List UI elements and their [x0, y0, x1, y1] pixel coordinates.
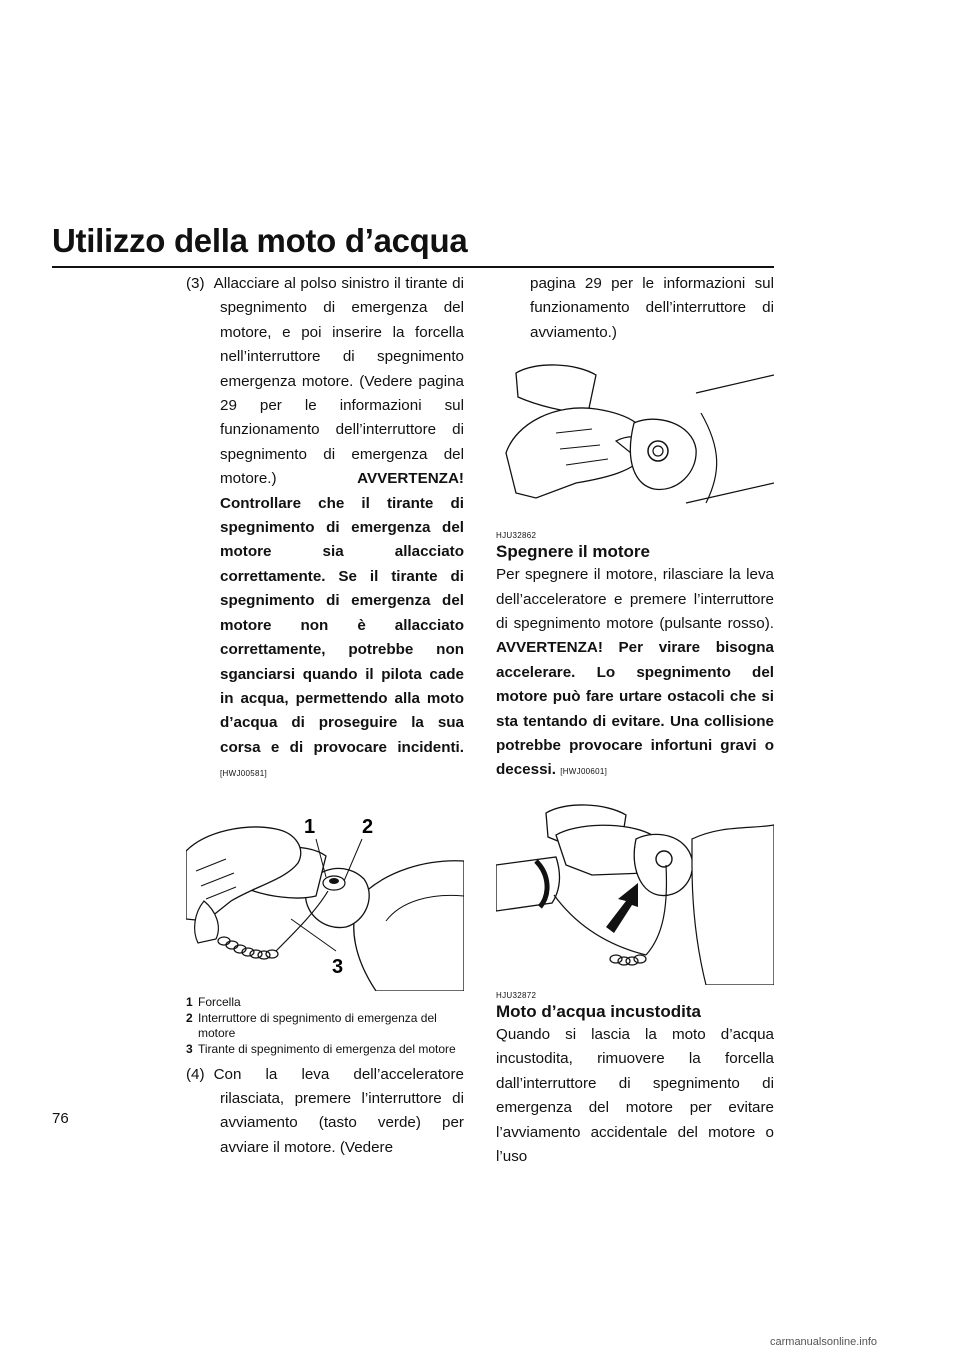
footer-watermark: carmanualsonline.info	[770, 1336, 878, 1348]
legend-text: Tirante di spegnimento di emergenza del motore	[198, 1042, 456, 1057]
section-heading-unattended: Moto d’acqua incustodita	[496, 1001, 701, 1021]
legend-item	[186, 1042, 464, 1057]
warning-code: [HWJ00581]	[220, 769, 268, 779]
stop-engine-text: Per spegnere il motore, rilasciare la leva dell’acceleratore e premere l’interruttore di spegnimento motore (pulsante rosso).	[496, 566, 774, 633]
step-4-text: Con la leva dell’acceleratore rilasciata, premere l’interruttore di avviamento (tasto verde) per avviare il motore. (Vedere	[213, 1065, 464, 1156]
step-3-warning: AVVERTENZA! Controllare che il tirante di spegnimento di emergenza del motore sia allacciato correttamente. Se il tirante di spegnimento di emergenza del motore non è allacciato correttamente, potrebbe non sganciarsi quando il pilota cade in acqua, permettendo alla moto d’acqua di proseguire la sua corsa e di provocare incidenti.	[220, 470, 464, 756]
callout-3: 3	[332, 955, 344, 978]
title-rule	[52, 266, 774, 268]
section-code: HJU32862	[496, 531, 537, 541]
page-title: Utilizzo della moto d’acqua	[52, 222, 468, 259]
step-4-continued: pagina 29 per le informazioni sul funzionamento dell’interruttore di avviamento.)	[530, 275, 774, 341]
section-paragraph	[496, 563, 774, 785]
left-column	[186, 272, 464, 1160]
figure-lanyard-wrist	[186, 801, 464, 991]
figure-legend	[186, 995, 464, 1057]
step-3-text: Allacciare al polso sinistro il tirante di spegnimento di emergenza del motore, e poi inserire la forcella nell’interruttore di spegnimento emergenza motore. (Vedere pagina 29 per le informazioni sul funzionamento dell’interruttore di spegnimento di emergenza del motore.)	[213, 275, 464, 488]
section-code: HJU32872	[496, 990, 537, 1000]
legend-number: 3	[186, 1042, 193, 1057]
step-3-number: (3)	[186, 275, 205, 292]
step-4	[186, 1063, 464, 1161]
stop-engine-warning: AVVERTENZA! Per virare bisogna accelerare. Lo spegnimento del motore può fare urtare ostacoli che si sta tentando di evitare. Una collisione potrebbe provocare infortuni gravi o decessi.	[496, 639, 774, 779]
section-heading-stop-engine: Spegnere il motore	[496, 542, 650, 562]
legend-number: 1	[186, 994, 193, 1009]
legend-item	[186, 995, 464, 1010]
step-4-number: (4)	[186, 1065, 205, 1083]
legend-text: Interruttore di spegnimento di emergenza del motore	[198, 1011, 437, 1040]
legend-text: Forcella	[198, 994, 241, 1009]
callout-2: 2	[362, 815, 374, 838]
callout-1: 1	[304, 815, 316, 838]
legend-item	[186, 1011, 464, 1040]
step-3	[186, 272, 464, 787]
figure-start-button	[496, 353, 774, 523]
warning-code: [HWJ00601]	[560, 767, 608, 777]
page-number: 76	[52, 1110, 69, 1127]
right-column	[496, 272, 774, 1169]
legend-number: 2	[186, 1011, 193, 1026]
figure-remove-clip	[496, 795, 774, 985]
arrow-icon	[606, 883, 638, 933]
unattended-text: Quando si lascia la moto d’acqua incustodita, rimuovere la forcella dall’interruttore di spegnimento di emergenza del motore per evitare l’avviamento accidentale del motore o l’uso	[496, 1025, 774, 1165]
